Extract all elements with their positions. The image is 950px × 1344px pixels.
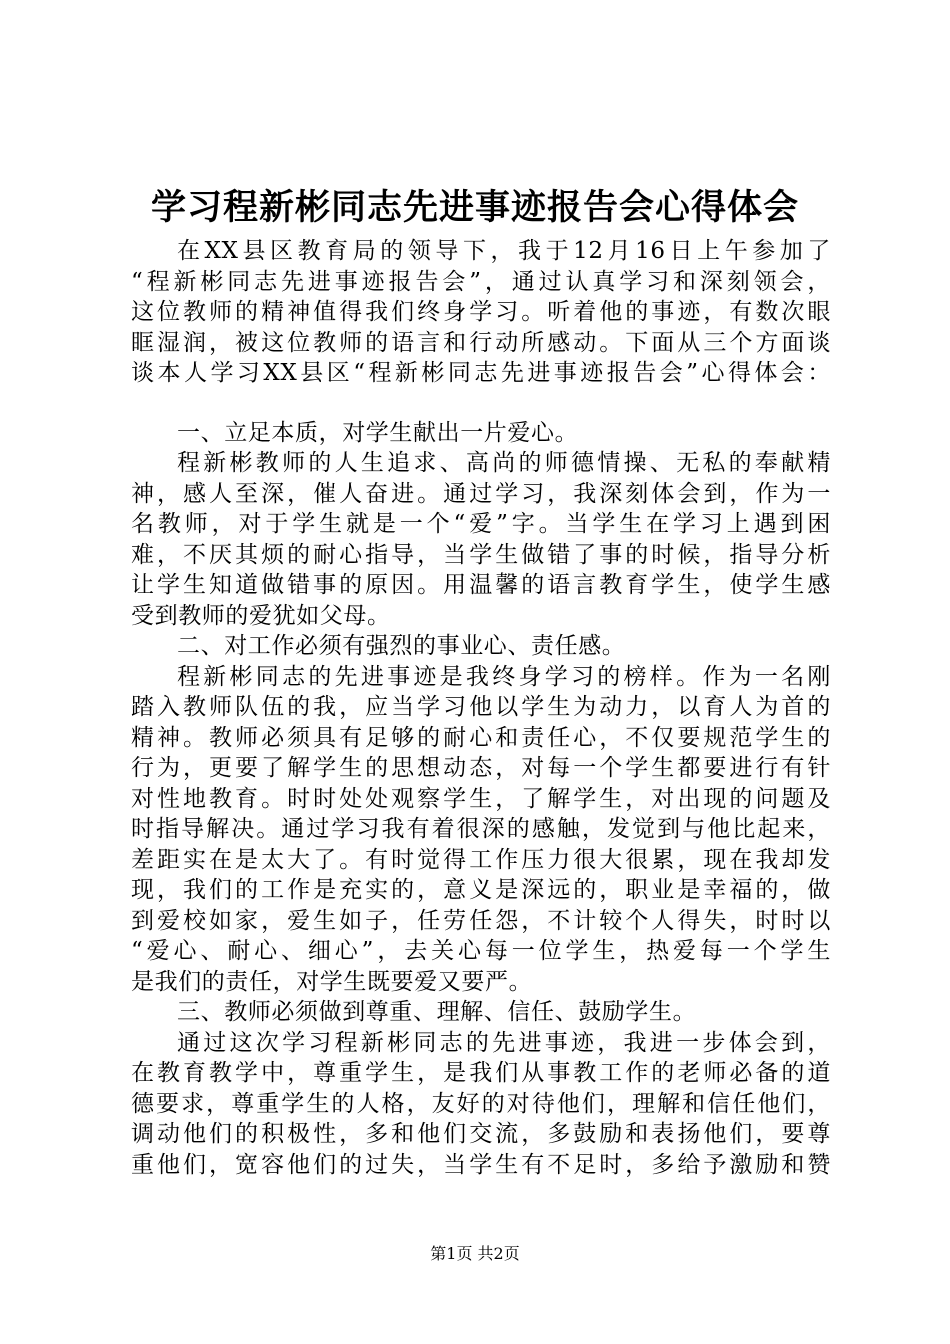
body-text-line: 名教师，对于学生就是一个“爱”字。当学生在学习上遇到困	[131, 511, 831, 537]
body-text-line: 程新彬教师的人生追求、高尚的师德情操、无私的奉献精	[177, 450, 831, 476]
body-text-line: 让学生知道做错事的原因。用温馨的语言教育学生，使学生感	[131, 572, 831, 598]
body-text-line: 差距实在是太大了。有时觉得工作压力很大很累，现在我却发	[131, 846, 831, 873]
body-text-line: 程新彬同志的先进事迹是我终身学习的榜样。作为一名刚	[177, 663, 831, 690]
body-text-line: 在XX县区教育局的领导下，我于12月16日上午参加了	[177, 238, 831, 264]
body-text-line: 二、对工作必须有强烈的事业心、责任感。	[177, 633, 626, 659]
page-footer: 第1页 共2页	[430, 1244, 520, 1263]
body-text-line: 到爱校如家，爱生如子，任劳任怨，不计较个人得失，时时以	[131, 907, 831, 934]
body-text-line: 通过这次学习程新彬同志的先进事迹，我进一步体会到，	[177, 1029, 831, 1056]
body-text-line: 德要求，尊重学生的人格，友好的对待他们，理解和信任他们，	[131, 1090, 831, 1117]
body-text-line: 一、立足本质，对学生献出一片爱心。	[177, 419, 579, 446]
body-text-line: 受到教师的爱犹如父母。	[131, 602, 391, 629]
body-text-line: 三、教师必须做到尊重、理解、信任、鼓励学生。	[177, 999, 697, 1025]
document-title: 学习程新彬同志先进事迹报告会心得体会	[150, 187, 799, 228]
body-text-line: 行为，更要了解学生的思想动态，对每一个学生都要进行有针	[131, 755, 831, 781]
body-text-line: 重他们，宽容他们的过失，当学生有不足时，多给予激励和赞	[131, 1151, 831, 1178]
body-text-line: 现，我们的工作是充实的，意义是深远的，职业是幸福的，做	[131, 877, 831, 903]
body-text-line: 精神。教师必须具有足够的耐心和责任心，不仅要规范学生的	[131, 724, 831, 751]
document-body	[131, 236, 831, 1180]
body-text-line: “爱心、耐心、细心”，去关心每一位学生，热爱每一个学生	[131, 938, 831, 964]
body-text-line: 是我们的责任，对学生既要爱又要严。	[131, 968, 533, 995]
body-text-line: 在教育教学中，尊重学生，是我们从事教工作的老师必备的道	[131, 1060, 831, 1086]
body-text-line: 神，感人至深，催人奋进。通过学习，我深刻体会到，作为一	[131, 480, 831, 507]
body-text-line: 难，不厌其烦的耐心指导，当学生做错了事的时候，指导分析	[131, 541, 831, 568]
paragraph-gap	[131, 389, 831, 418]
body-text-line: 对性地教育。时时处处观察学生，了解学生，对出现的问题及	[131, 785, 831, 812]
body-text-line: 眶湿润，被这位教师的语言和行动所感动。下面从三个方面谈	[131, 329, 831, 356]
body-text-line: 踏入教师队伍的我，应当学习他以学生为动力，以育人为首的	[131, 694, 831, 720]
body-text-line: 这位教师的精神值得我们终身学习。听着他的事迹，有数次眼	[131, 299, 831, 325]
body-text-line: 时指导解决。通过学习我有着很深的感触，发觉到与他比起来，	[131, 816, 831, 842]
body-text-line: 谈本人学习XX县区“程新彬同志先进事迹报告会”心得体会：	[131, 360, 831, 386]
body-text-line: “程新彬同志先进事迹报告会”，通过认真学习和深刻领会，	[131, 268, 831, 295]
body-text-line: 调动他们的积极性，多和他们交流，多鼓励和表扬他们，要尊	[131, 1121, 831, 1147]
